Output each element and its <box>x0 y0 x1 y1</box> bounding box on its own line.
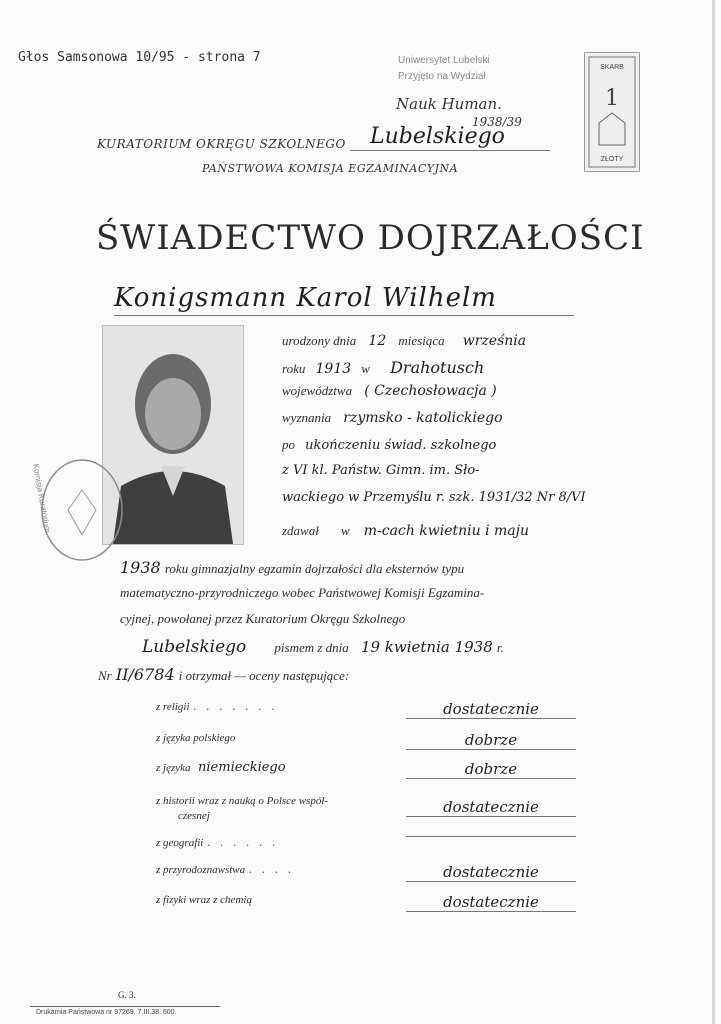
scan-edge <box>712 0 715 1024</box>
exam-line-1 <box>120 558 464 577</box>
seal-text: Komisja Kuratorium <box>31 463 53 534</box>
birth-year-value: 1913 <box>315 361 352 377</box>
month-label: miesiąca <box>398 333 445 348</box>
kuratorium-underline <box>350 150 550 151</box>
in-label: w <box>361 361 370 376</box>
religion-label: wyznania <box>282 410 332 425</box>
exam-year-value: 1938 <box>120 558 161 577</box>
grade-subject-hand: niemieckiego <box>198 760 286 775</box>
stamp-line-1: Uniwersytet Lubelski <box>398 55 490 66</box>
grade-row-cont <box>156 809 576 822</box>
year-label: roku <box>282 361 306 376</box>
birth-year-line <box>282 358 484 377</box>
letter-number-value: II/6784 <box>115 665 175 684</box>
document-title: ŚWIADECTWO DOJRZAŁOŚCI <box>96 218 645 258</box>
prior-school-line-3: wackiego w Przemyślu r. szk. 1931/32 Nr 8/VI <box>282 490 586 505</box>
stamp-number: 1938/39 <box>472 115 522 129</box>
grade-dots: . . . . . . <box>206 836 279 849</box>
grade-value: dostatecznie <box>406 863 576 882</box>
grade-row <box>156 731 576 749</box>
grade-subject: z historii wraz z nauką o Polsce współ- <box>156 795 329 807</box>
stamp-handwriting: Nauk Human. <box>396 95 502 113</box>
birth-month-value: września <box>462 333 527 349</box>
page-reference: Głos Samsonowa 10/95 - strona 7 <box>18 50 261 65</box>
letter-kuratorium-value: Lubelskiego <box>142 637 247 657</box>
printer-note: Drukarnia Państwowa nr 97269. 7.III.38. 600. <box>36 1009 177 1016</box>
grade-value: dostatecznie <box>406 893 576 912</box>
grade-subject: z geografii <box>156 837 204 849</box>
grade-value <box>406 836 576 837</box>
exam-text-1: roku gimnazjalny egzamin dojrzałości dla eksternów typu <box>164 561 465 576</box>
grade-row <box>156 863 576 881</box>
birth-place-value: Drahotusch <box>390 358 485 377</box>
footer-rule <box>30 1006 220 1007</box>
exam-line-2: matematyczno-przyrodniczego wobec Państwowej Komisji Egzamina- <box>120 585 485 600</box>
revenue-stamp-bottom-text: ZŁOTY <box>600 156 624 163</box>
letter-number-line <box>98 665 349 684</box>
stamp-line-2: Przyjęto na Wydział <box>398 71 486 82</box>
letter-date-label: pismem z dnia <box>274 640 349 655</box>
received-label: i otrzymał — oceny następujące: <box>178 668 350 683</box>
revenue-stamp-top-text: SKARB <box>600 64 624 71</box>
voivodeship-label: województwa <box>282 383 353 398</box>
letter-date-value: 19 kwietnia 1938 <box>360 638 493 656</box>
commission-label: PAŃSTWOWA KOMISJA EGZAMINACYJNA <box>202 162 459 175</box>
number-label: Nr <box>98 668 112 683</box>
grade-row <box>156 760 576 778</box>
grade-subject: z przyrodoznawstwa <box>156 864 246 876</box>
grade-row <box>156 700 576 718</box>
grade-row <box>156 836 576 849</box>
passed-line <box>282 523 529 539</box>
exam-line-3: cyjnej, powołanej przez Kuratorium Okręgu Szkolnego <box>120 611 406 626</box>
prior-school-value-1: ukończeniu świad. szkolnego <box>305 438 497 453</box>
prior-school-line-2: z VI kl. Państw. Gimn. im. Sło- <box>282 463 480 478</box>
letter-date-line <box>142 637 504 657</box>
grade-value: dostatecznie <box>406 798 576 817</box>
grade-value: dobrze <box>406 760 576 779</box>
born-day-label: urodzony dnia <box>282 333 357 348</box>
prior-school-line-1 <box>282 437 496 453</box>
year-suffix-label: r. <box>496 640 504 655</box>
grade-subject-cont: czesnej <box>178 810 210 822</box>
grade-value: dobrze <box>406 731 576 750</box>
exam-months-value: m-cach kwietniu i maju <box>363 523 530 539</box>
grade-row <box>156 893 576 911</box>
revenue-stamp-value: 1 <box>605 86 619 111</box>
voivodeship-line <box>282 383 497 399</box>
grade-value: dostatecznie <box>406 700 576 719</box>
grade-subject: z religii <box>156 701 190 713</box>
voivodeship-value: ( Czechosłowacja ) <box>364 383 497 399</box>
religion-value: rzymsko - katolickiego <box>343 410 503 426</box>
candidate-name: Konigsmann Karol Wilhelm <box>114 283 574 316</box>
grade-subject: z języka polskiego <box>156 732 236 744</box>
religion-line <box>282 410 503 426</box>
commission-seal <box>31 455 126 565</box>
grade-subject: z fizyki wraz z chemią <box>156 894 252 906</box>
registration-stamp <box>376 45 586 133</box>
birth-day-value: 12 <box>368 333 387 349</box>
kuratorium-handwritten: Lubelskiego <box>370 124 505 149</box>
grade-dots: . . . . . . . <box>193 700 278 713</box>
passed-label: zdawał <box>282 523 319 538</box>
birth-day-line <box>282 333 526 349</box>
form-code: G. 3. <box>118 990 136 1000</box>
grade-subject: z języka <box>156 762 191 774</box>
revenue-stamp <box>584 52 640 172</box>
grade-dots: . . . . <box>248 863 295 876</box>
kuratorium-label: KURATORIUM OKRĘGU SZKOLNEGO <box>97 137 346 151</box>
after-label: po <box>282 437 295 452</box>
in-label-2: w <box>340 523 350 538</box>
